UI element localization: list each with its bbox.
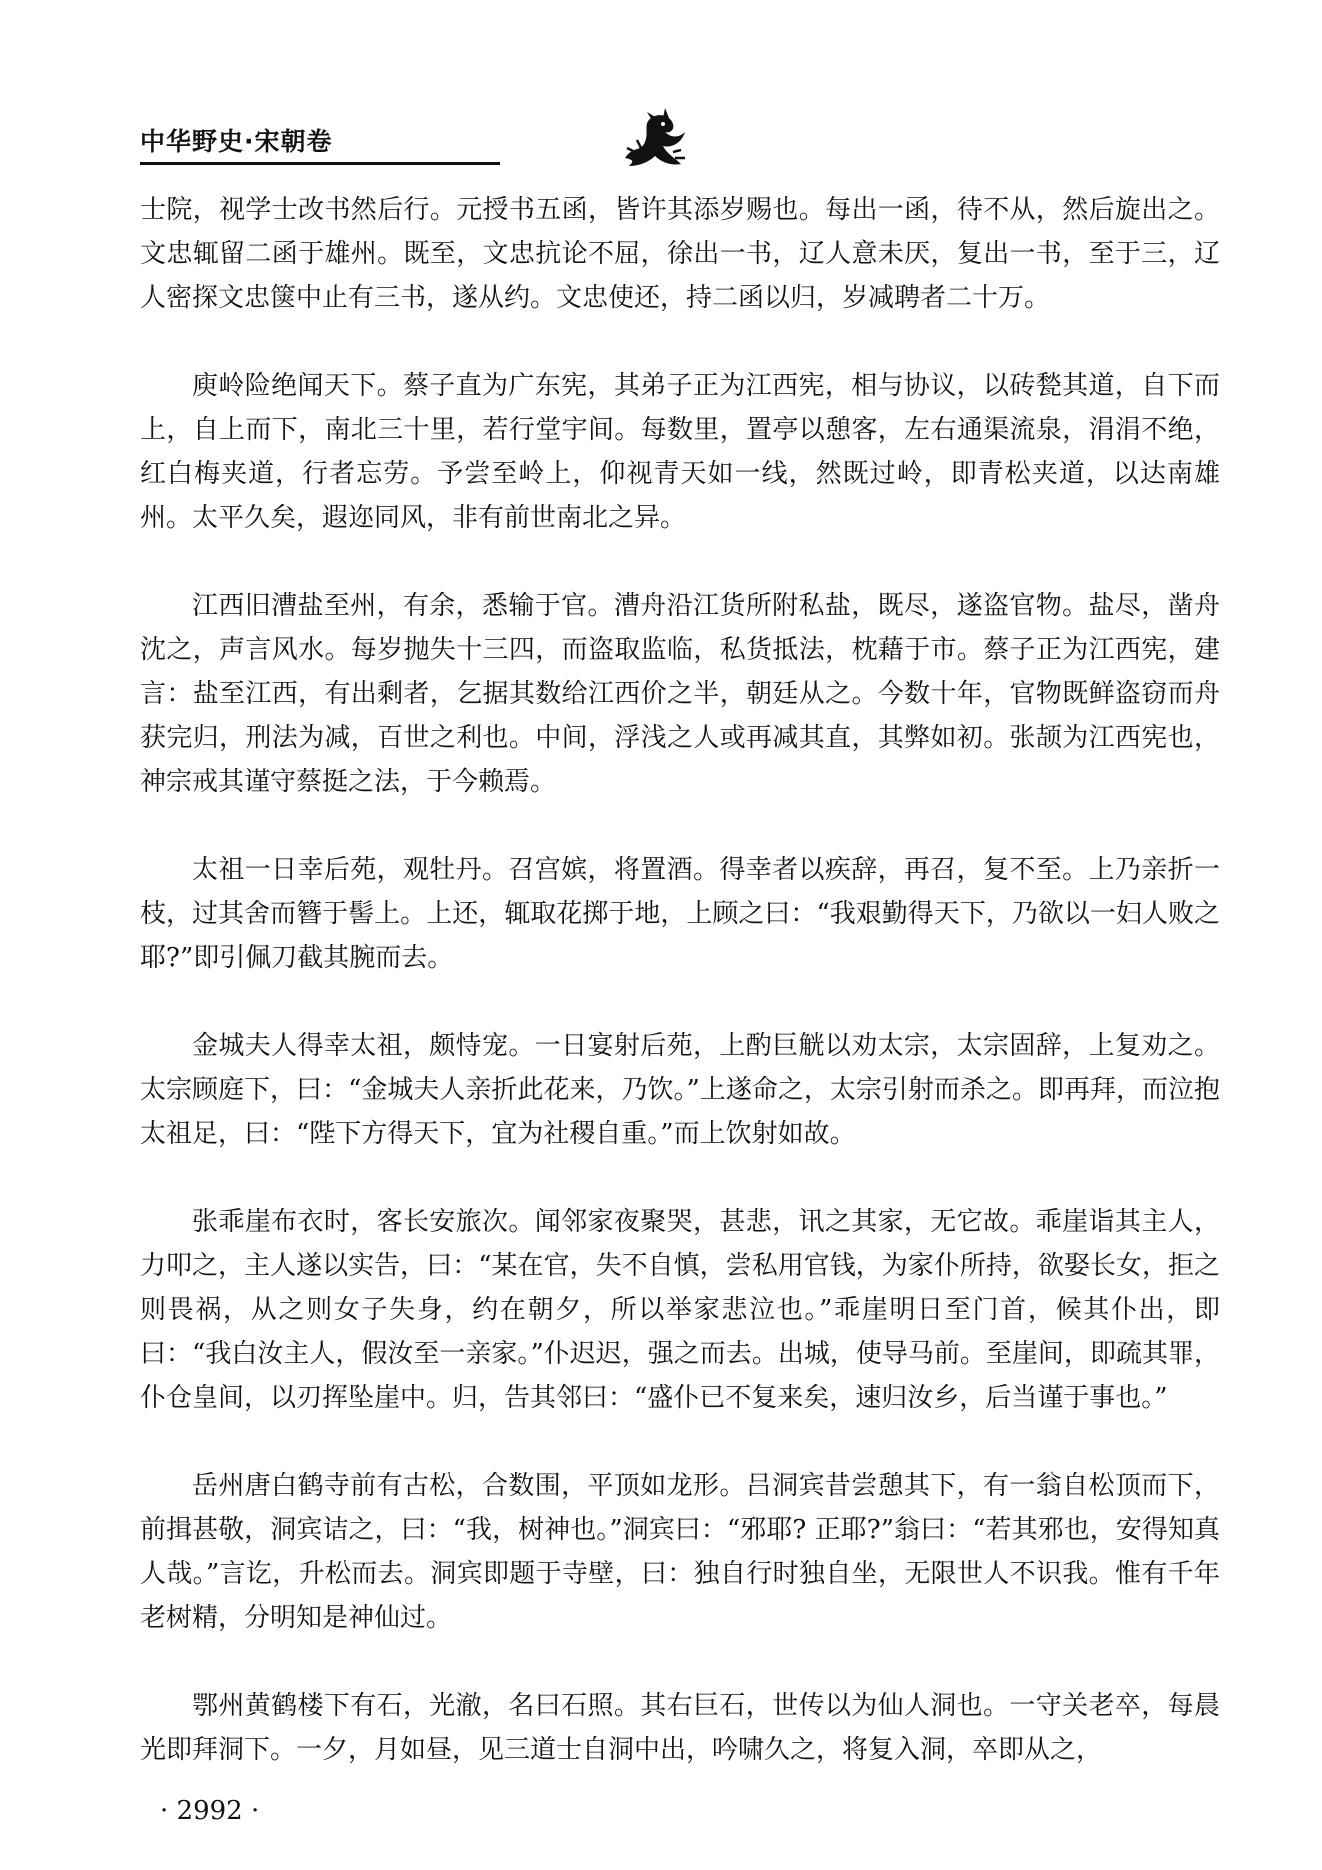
page-number: · 2992 · bbox=[160, 1796, 260, 1826]
paragraph: 金城夫人得幸太祖，颇恃宠。一日宴射后苑，上酌巨觥以劝太宗，太宗固辞，上复劝之。太宗顾庭下，曰：“金城夫人亲折此花来，乃饮。”上遂命之，太宗引射而杀之。即再拜，而泣抱太祖足，曰：“陛下方得天下，宜为社稷自重。”而上饮射如故。 bbox=[140, 1031, 1220, 1149]
book-title: 中华野史·宋朝卷 bbox=[140, 127, 333, 156]
paragraph: 庾岭险绝闻天下。蔡子直为广东宪，其弟子正为江西宪，相与协议，以砖甃其道，自下而上，自上而下，南北三十里，若行堂宇间。每数里，置亭以憩客，左右通渠流泉，涓涓不绝，红白梅夹道，行者忘劳。予尝至岭上，仰视青天如一线，然既过岭，即青松夹道，以达南雄州。太平久矣，遐迩同风，非有前世南北之异。 bbox=[140, 371, 1220, 533]
paragraph: 士院，视学士改书然后行。元授书五函，皆许其添岁赐也。每出一函，待不从，然后旋出之。文忠辄留二函于雄州。既至，文忠抗论不屈，徐出一书，辽人意未厌，复出一书，至于三，辽人密探文忠箧中止有三书，遂从约。文忠使还，持二函以归，岁减聘者二十万。 bbox=[140, 195, 1220, 313]
paragraph: 张乖崖布衣时，客长安旅次。闻邻家夜聚哭，甚悲，讯之其家，无它故。乖崖诣其主人，力叩之，主人遂以实告，曰：“某在官，失不自慎，尝私用官钱，为家仆所持，欲娶长女，拒之则畏祸，从之则女子失身，约在朝夕，所以举家悲泣也。”乖崖明日至门首，候其仆出，即曰：“我白汝主人，假汝至一亲家。”仆迟迟，强之而去。出城，使导马前。至崖间，即疏其罪，仆仓皇间，以刃挥坠崖中。归，告其邻曰：“盛仆已不复来矣，速归汝乡，后当谨于事也。” bbox=[140, 1207, 1220, 1413]
dragon-icon bbox=[615, 108, 695, 172]
paragraph: 江西旧漕盐至州，有余，悉输于官。漕舟沿江货所附私盐，既尽，遂盗官物。盐尽，凿舟沈之，声言风水。每岁抛失十三四，而盗取监临，私货抵法，枕藉于市。蔡子正为江西宪，建言：盐至江西，有出剩者，乞据其数给江西价之半，朝廷从之。今数十年，官物既鲜盗窃而舟获完归，刑法为减，百世之利也。中间，浮浅之人或再减其直，其弊如初。张颉为江西宪也，神宗戒其谨守蔡挺之法，于今赖焉。 bbox=[140, 591, 1220, 797]
running-header bbox=[140, 118, 1220, 168]
paragraph: 鄂州黄鹤楼下有石，光澈，名曰石照。其右巨石，世传以为仙人洞也。一守关老卒，每晨光即拜洞下。一夕，月如昼，见三道士自洞中出，吟啸久之，将复入洞，卒即从之， bbox=[140, 1691, 1220, 1765]
paragraph: 太祖一日幸后苑，观牡丹。召宫嫔，将置酒。得幸者以疾辞，再召，复不至。上乃亲折一枝，过其舍而簪于髻上。上还，辄取花掷于地，上顾之曰：“我艰勤得天下，乃欲以一妇人败之耶?”即引佩刀截其腕而去。 bbox=[140, 855, 1220, 973]
page-body bbox=[140, 188, 1220, 1772]
paragraph: 岳州唐白鹤寺前有古松，合数围，平顶如龙形。吕洞宾昔尝憩其下，有一翁自松顶而下，前揖甚敬，洞宾诘之，曰：“我，树神也。”洞宾曰：“邪耶? 正耶?”翁曰：“若其邪也，安得知真人哉。”言讫，升松而去。洞宾即题于寺壁，曰：独自行时独自坐，无限世人不识我。惟有千年老树精，分明知是神仙过。 bbox=[140, 1471, 1220, 1633]
header-rule bbox=[140, 162, 500, 165]
